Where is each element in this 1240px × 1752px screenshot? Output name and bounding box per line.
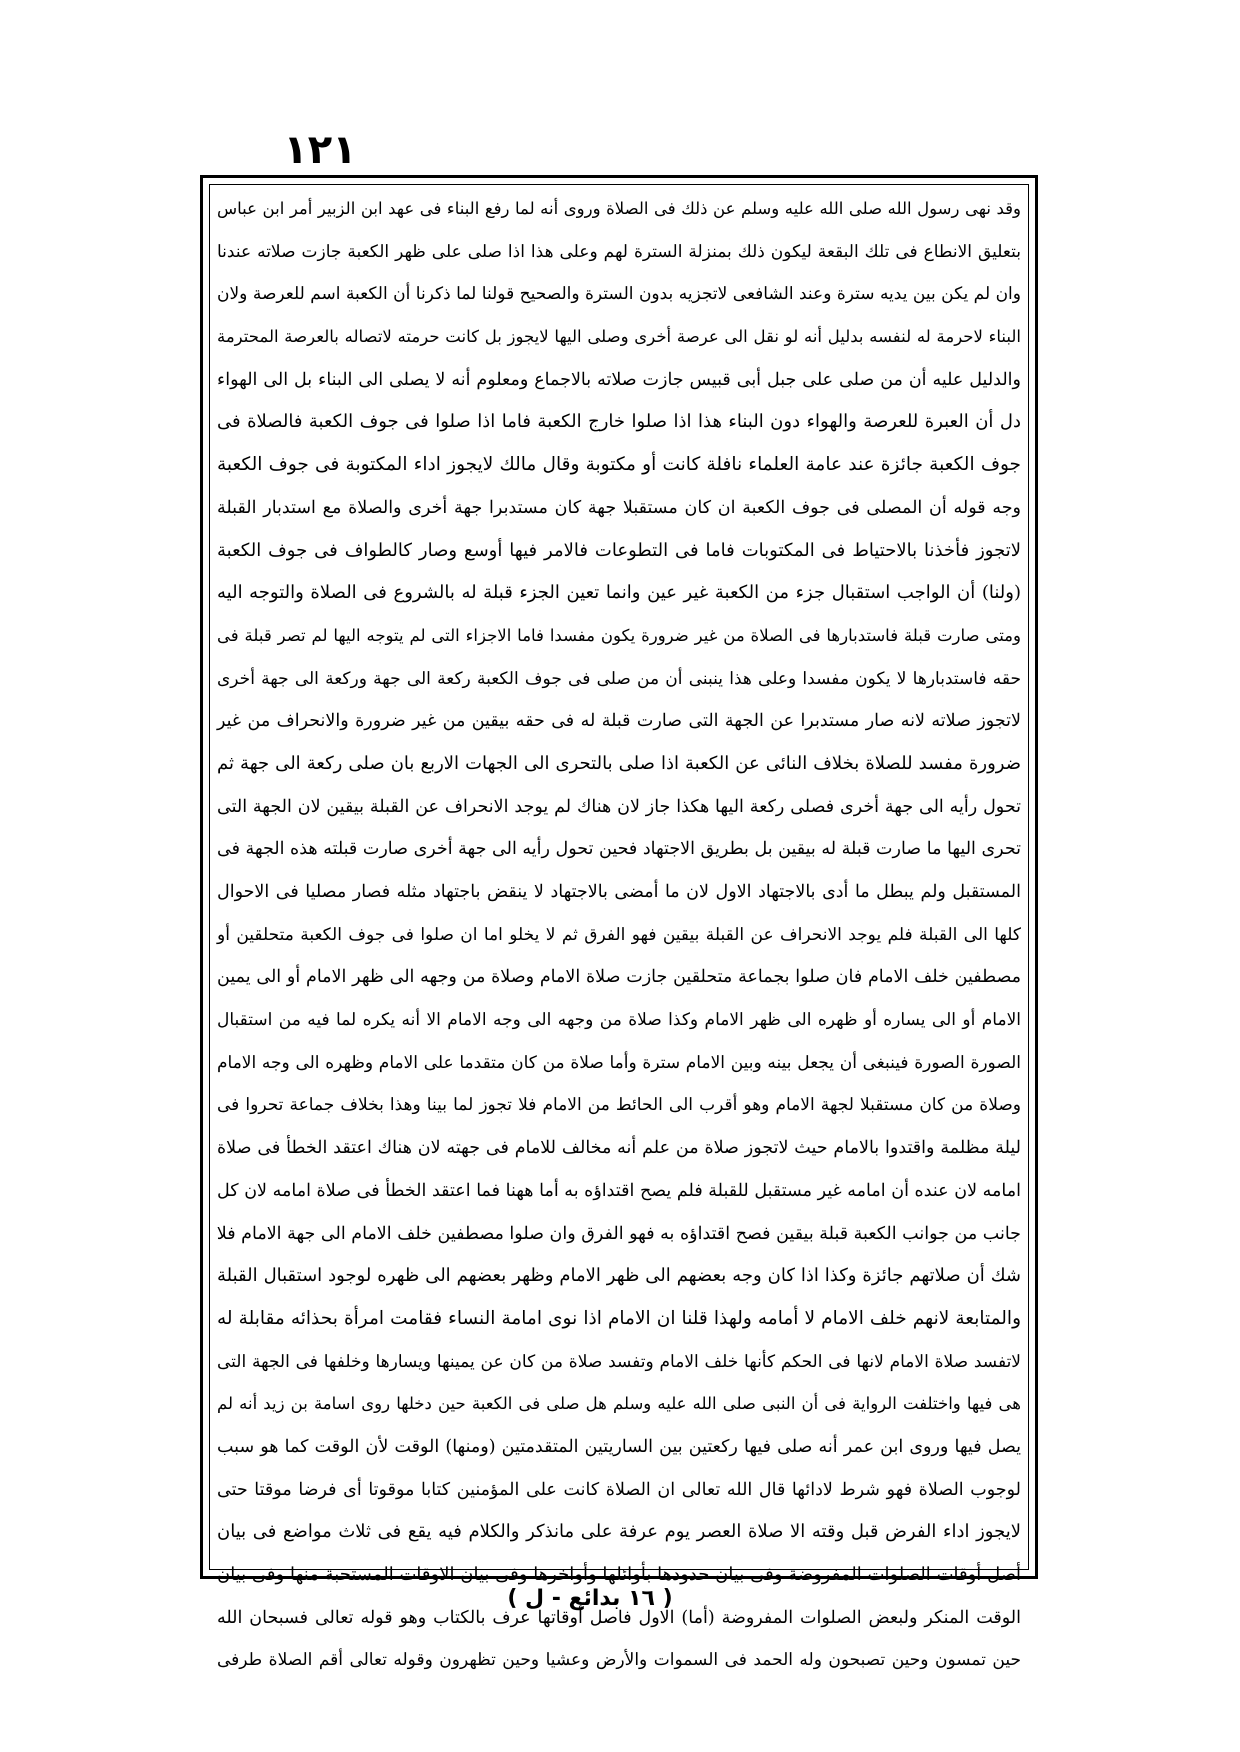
text-line: أصل أوقات الصلوات المفروضة وفى بيان حدودها بأوائلها وأواخرها وفى بيان الاوقات المستحبة منها وفى بيان xyxy=(217,1564,1021,1585)
text-line: لوجوب الصلاة فهو شرط لادائها قال الله تعالى ان الصلاة كانت على المؤمنين كتابا موقوتا أى فرضا موقتا حتى xyxy=(217,1479,1021,1500)
text-line: مصطفين خلف الامام فان صلوا بجماعة متحلقين جازت صلاة الامام وصلاة من وجهه الى ظهر الامام أو الى يمين xyxy=(217,967,1021,988)
text-line: كلها الى القبلة فلم يوجد الانحراف عن القبلة بيقين فهو الفرق ثم لا يخلو اما ان صلوا فى جوف الكعبة متحلقين أو xyxy=(217,924,1021,945)
text-line: الصورة الصورة فينبغى أن يجعل بينه وبين الامام سترة وأما صلاة من كان متقدما على الامام وظهره الى وجه الامام xyxy=(217,1052,1021,1073)
text-line: حقه فاستدبارها لا يكون مفسدا وعلى هذا ينبنى أن من صلى فى جوف الكعبة ركعة الى جهة وركعة الى جهة أخرى xyxy=(217,668,1021,689)
text-line: لاتفسد صلاة الامام لانها فى الحكم كأنها خلف الامام وتفسد صلاة من كان عن يمينها ويسارها وخلفها فى الجهة التى xyxy=(217,1351,1021,1372)
text-line: تحرى اليها ما صارت قبلة له بيقين بل بطريق الاجتهاد فحين تحول رأيه الى جهة أخرى صارت قبلته هذه الجهة فى xyxy=(217,839,1021,860)
text-line: جوف الكعبة جائزة عند عامة العلماء نافلة كانت أو مكتوبة وقال مالك لايجوز اداء المكتوبة فى جوف الكعبة xyxy=(217,454,1021,476)
text-line: وان لم يكن بين يديه سترة وعند الشافعى لاتجزيه بدون السترة والصحيح قولنا لما ذكرنا أن الكعبة اسم للعرصة ولان xyxy=(217,284,1021,305)
text-line: جانب من جوانب الكعبة قبلة بيقين فصح اقتداؤه به فهو الفرق وان صلوا مصطفين خلف الامام الى جهة الامام فلا xyxy=(216,1223,1021,1244)
text-line: وصلاة من كان مستقبلا لجهة الامام وهو أقرب الى الحائط من الامام فلا تجوز لما بينا وهذا بخلاف جماعة تحروا فى xyxy=(217,1095,1021,1116)
text-line: البناء لاحرمة له لنفسه بدليل أنه لو نقل الى عرصة أخرى وصلى اليها لايجوز بل كانت حرمته لاتصاله بالعرصة المحترمة xyxy=(217,327,1021,347)
text-line: وجه قوله أن المصلى فى جوف الكعبة ان كان مستقبلا جهة كان مستدبرا جهة أخرى والصلاة مع استدبار القبلة xyxy=(217,497,1021,518)
text-line: ليلة مظلمة واقتدوا بالامام حيث لاتجوز صلاة من علم أنه مخالف للامام فى جهته لان هناك اعتقد الخطأ فى صلاة xyxy=(217,1138,1021,1159)
text-line: هى فيها واختلفت الرواية فى أن النبى صلى الله عليه وسلم هل صلى فى الكعبة حين دخلها روى اسامة بن زيد أنه لم xyxy=(217,1394,1021,1414)
footer-signature: ( ١٦ بدائع - ل ) xyxy=(507,1586,673,1611)
body-text xyxy=(213,188,1025,1682)
text-line: تحول رأيه الى جهة أخرى فصلى ركعة اليها هكذا جاز لان هناك لم يوجد الانحراف عن القبلة بيقين لان الجهة التى xyxy=(217,796,1021,817)
text-line: دل أن العبرة للعرصة والهواء دون البناء هذا اذا صلوا خارج الكعبة فاما اذا صلوا فى جوف الكعبة فالصلاة فى xyxy=(217,411,1021,433)
text-line: حين تمسون وحين تصبحون وله الحمد فى السموات والأرض وعشيا وحين تظهرون وقوله تعالى أقم الصلاة طرفى xyxy=(217,1650,1021,1671)
text-line: الوقت المنكر ولبعض الصلوات المفروضة (أما) الاول فاصل أوقاتها عرف بالكتاب وهو قوله تعالى فسبحان الله xyxy=(217,1607,1021,1628)
text-line: شك أن صلاتهم جائزة وكذا اذا كان وجه بعضهم الى ظهر الامام وظهر بعضهم الى ظهره لوجود استقبال القبلة xyxy=(217,1265,1021,1287)
text-line: لاتجوز صلاته لانه صار مستدبرا عن الجهة التى صارت قبلة له فى حقه بيقين من غير ضرورة والانحراف من غير xyxy=(217,711,1021,732)
text-line: وقد نهى رسول الله صلى الله عليه وسلم عن ذلك فى الصلاة وروى أنه لما رفع البناء فى عهد ابن الزبير أمر ابن عباس xyxy=(217,199,1021,218)
text-line: لايجوز اداء الفرض قبل وقته الا صلاة العصر يوم عرفة على مانذكر والكلام فيه يقع فى ثلاث مواضع فى بيان xyxy=(217,1521,1021,1543)
text-line: يصل فيها وروى ابن عمر أنه صلى فيها ركعتين بين الساريتين المتقدمتين (ومنها) الوقت لأن الوقت كما هو سبب xyxy=(217,1436,1021,1457)
text-line: والدليل عليه أن من صلى على جبل أبى قبيس جازت صلاته بالاجماع ومعلوم أنه لا يصلى الى البناء بل الى الهواء xyxy=(217,369,1021,390)
page-number: ١٢١ xyxy=(283,127,357,173)
text-line: (ولنا) أن الواجب استقبال جزء من الكعبة غير عين وانما تعين الجزء قبلة له بالشروع فى الصلاة والتوجه اليه xyxy=(217,582,1021,604)
text-line: بتعليق الانطاع فى تلك البقعة ليكون ذلك بمنزلة السترة لهم وعلى هذا اذا صلى على ظهر الكعبة جازت صلاته عندنا xyxy=(217,241,1021,262)
text-line: والمتابعة لانهم خلف الامام لا أمامه ولهذا قلنا ان الامام اذا نوى امامة النساء فقامت امرأة بحذائه مقابلة له xyxy=(217,1307,1021,1329)
text-line: ومتى صارت قبلة فاستدبارها فى الصلاة من غير ضرورة يكون مفسدا فاما الاجزاء التى لم يتوجه اليها لم تصر قبلة فى xyxy=(217,625,1021,645)
text-line: لاتجوز فأخذنا بالاحتياط فى المكتوبات فاما فى التطوعات فالامر فيها أوسع وصار كالطواف فى جوف الكعبة xyxy=(217,539,1021,561)
text-line: ضرورة مفسد للصلاة بخلاف النائى عن الكعبة اذا صلى بالتحرى الى الجهات الاربع بان صلى ركعة الى جهة ثم xyxy=(217,752,1021,774)
text-line: امامه لان عنده أن امامه غير مستقبل للقبلة فلم يصح اقتداؤه به أما ههنا فما اعتقد الخطأ فى صلاة امامه لان كل xyxy=(217,1180,1021,1201)
text-line: المستقبل ولم يبطل ما أدى بالاجتهاد الاول لان ما أمضى بالاجتهاد لا ينقض باجتهاد مثله فصار مصليا فى الاحوال xyxy=(217,882,1021,902)
text-line: الامام أو الى يساره أو ظهره الى ظهر الامام وكذا صلاة من وجهه الى وجه الامام الا أنه يكره لما فيه من استقبال xyxy=(217,1010,1021,1031)
